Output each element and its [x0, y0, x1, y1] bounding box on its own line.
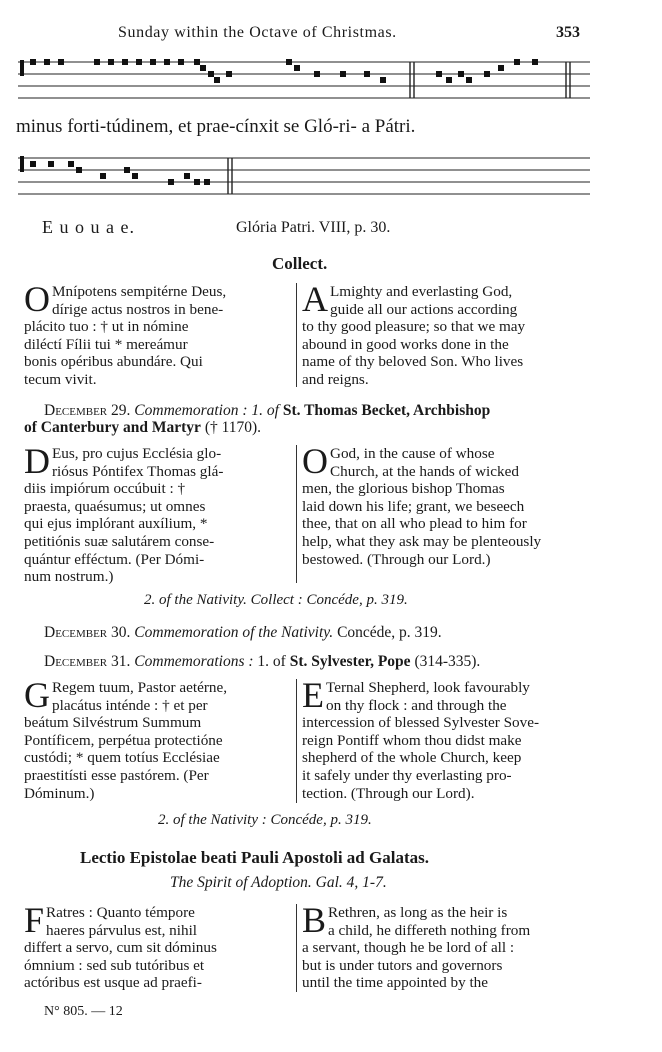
commemoration-label: Commemorations : — [134, 653, 254, 670]
text-line: custódi; * quem totíus Ecclésiae — [24, 749, 220, 767]
dec31-latin — [24, 675, 290, 802]
saint-title: of Canterbury and Martyr — [24, 419, 201, 436]
gloria-reference: Glória Patri. VIII, p. 30. — [236, 219, 391, 236]
text-line: name of thy beloved Son. Who lives — [302, 353, 524, 371]
reference: Concéde, p. 319. — [337, 624, 442, 641]
chant-staff-2 — [18, 152, 594, 204]
lectio-english — [302, 900, 592, 992]
dropcap: G — [24, 675, 50, 715]
running-title: Sunday within the Octave of Christmas. — [118, 24, 397, 41]
text-line: until the time appointed by the — [302, 974, 489, 992]
text-line: thee, that on all who plead to him for — [302, 515, 527, 533]
lectio-latin — [24, 900, 290, 992]
text-line: laid down his life; grant, we beseech — [302, 497, 525, 515]
commemoration-label: Commemoration : 1. of — [134, 402, 279, 419]
text-line: petitiónis suæ salutárem conse- — [24, 532, 215, 550]
text-line: praestitísti esse pastórem. (Per — [24, 766, 209, 784]
dropcap: E — [302, 675, 324, 715]
text-line: differt a servo, cum sit dóminus — [24, 939, 217, 957]
text-line: it safely under thy everlasting pro- — [302, 766, 512, 784]
saint-number: 1. of — [257, 653, 286, 670]
text-line: praesta, quaésumus; ut omnes — [24, 497, 206, 515]
column-divider — [296, 445, 297, 583]
text-line: Mnípotens sempitérne Deus, — [52, 283, 227, 300]
dropcap: A — [302, 279, 328, 319]
dropcap: B — [302, 900, 327, 940]
text-line: Ternal Shepherd, look favourably — [326, 679, 530, 696]
lectio-heading: Lectio Epistolae beati Pauli Apostoli ad Galatas. — [80, 848, 429, 867]
saint-name: St. Sylvester, Pope — [289, 653, 411, 670]
saint-name: St. Thomas Becket, Archbishop — [282, 402, 491, 419]
lectio-subtitle: The Spirit of Adoption. Gal. 4, 1-7. — [170, 874, 387, 891]
text-line: num nostrum.) — [24, 568, 114, 586]
saint-date: († 1170). — [204, 419, 262, 436]
collect-english — [302, 279, 592, 389]
text-line: shepherd of the whole Church, keep — [302, 749, 522, 767]
commemoration-label: Commemoration of the Nativity. — [134, 624, 334, 641]
text-line: tection. (Through our Lord). — [302, 784, 475, 802]
text-line: Lmighty and everlasting God, — [330, 283, 513, 300]
text-line: but is under tutors and governors — [302, 956, 503, 974]
text-line: help, what they ask may be plenteously — [302, 532, 542, 550]
text-line: bonis opéribus abundáre. Qui — [24, 353, 203, 371]
saint-years: (314-335). — [414, 653, 481, 670]
chant-lyric-1: minus forti-túdinem, et prae-cínxit se Gló-ri- a Pátri. — [16, 116, 416, 137]
text-line: qui ejus implórant auxílium, * — [24, 515, 208, 533]
text-line: placátus inténde : † et per — [52, 696, 208, 714]
dec31-heading — [44, 653, 480, 671]
dec31-english — [302, 675, 592, 802]
text-line: and reigns. — [302, 370, 369, 388]
text-line: on thy flock : and through the — [326, 696, 507, 714]
text-line: plácito tuo : † ut in nómine — [24, 318, 189, 336]
text-line: haeres párvulus est, nihil — [46, 921, 198, 939]
text-line: abound in good works done in the — [302, 335, 509, 353]
text-line: bestowed. (Through our Lord.) — [302, 550, 491, 568]
text-line: Eus, pro cujus Ecclésia glo- — [52, 445, 222, 462]
text-line: tecum vivit. — [24, 370, 97, 388]
dec29-english — [302, 441, 592, 568]
text-line: Rethren, as long as the heir is — [328, 904, 508, 921]
text-line: dírige actus nostros in bene- — [52, 300, 224, 318]
dec29-heading-line2 — [24, 419, 261, 437]
text-line: ómnium : sed sub tutóribus et — [24, 956, 205, 974]
text-line: diléctí Fílii tui * mereámur — [24, 335, 188, 353]
column-divider — [296, 904, 297, 992]
dec29-second-commemoration: 2. of the Nativity. Collect : Concéde, p. 319. — [144, 592, 408, 608]
text-line: beátum Silvéstrum Summum — [24, 714, 202, 732]
text-line: reign Pontiff whom thou didst make — [302, 731, 522, 749]
text-line: diis impiórum occúbuit : † — [24, 480, 186, 498]
date-label: December 29. — [44, 402, 131, 419]
text-line: guide all our actions according — [330, 300, 518, 318]
text-line: quántur efféctum. (Per Dómi- — [24, 550, 205, 568]
text-line: Church, at the hands of wicked — [330, 462, 519, 480]
date-label: December 30. — [44, 624, 131, 641]
dropcap: O — [302, 441, 328, 481]
chant-staff-1 — [18, 56, 594, 108]
text-line: riósus Póntifex Thomas glá- — [52, 462, 224, 480]
text-line: a child, he differeth nothing from — [328, 921, 531, 939]
column-divider — [296, 679, 297, 803]
text-line: actóribus est usque ad praefi- — [24, 974, 202, 992]
text-line: to thy good pleasure; so that we may — [302, 318, 526, 336]
text-line: a servant, though he be lord of all : — [302, 939, 515, 957]
dec30-line — [44, 624, 442, 642]
collect-latin — [24, 279, 290, 389]
printer-signature: N° 805. — 12 — [44, 1004, 123, 1019]
text-line: Ratres : Quanto témpore — [46, 904, 195, 921]
text-line: Pontíficem, perpétua protectióne — [24, 731, 223, 749]
euouae-lyric: E u o u a e. — [42, 217, 135, 237]
collect-heading: Collect. — [272, 254, 328, 273]
text-line: Regem tuum, Pastor aetérne, — [52, 679, 228, 696]
page-number: 353 — [556, 24, 580, 41]
date-label: December 31. — [44, 653, 131, 670]
dropcap: O — [24, 279, 50, 319]
text-line: men, the glorious bishop Thomas — [302, 480, 505, 498]
text-line: Dóminum.) — [24, 784, 95, 802]
column-divider — [296, 283, 297, 387]
text-line: God, in the cause of whose — [330, 445, 495, 462]
dec31-second-commemoration: 2. of the Nativity : Concéde, p. 319. — [158, 812, 372, 828]
text-line: intercession of blessed Sylvester Sove- — [302, 714, 540, 732]
dec29-latin — [24, 441, 290, 586]
dropcap: D — [24, 441, 50, 481]
dec29-heading-line1 — [44, 402, 490, 420]
dropcap: F — [24, 900, 45, 940]
